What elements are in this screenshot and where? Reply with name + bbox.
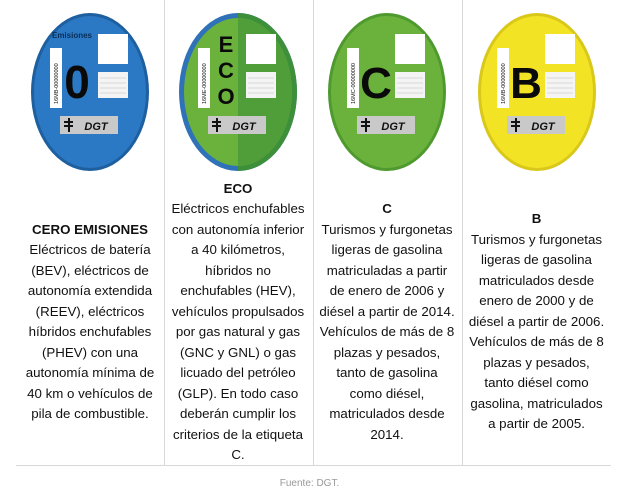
label-description: Turismos y furgonetas ligeras de gasolina matriculados desde enero de 2000 y de diésel a partir de 2006. Vehículos de más de 8 plazas y pesados, tanto diésel como gasolina, matriculados a partir de 2005. — [468, 231, 605, 432]
sticker-c — [327, 12, 447, 172]
table-bottom-rule — [16, 465, 611, 466]
barcode-box — [395, 72, 425, 98]
sticker-eco — [178, 12, 298, 172]
column-divider — [462, 0, 463, 466]
description-c — [313, 182, 461, 462]
column-divider — [313, 0, 314, 466]
sticker-cero-emisiones — [30, 12, 150, 172]
hologram-square — [246, 34, 276, 64]
hologram-square — [98, 34, 128, 64]
column-b — [462, 0, 611, 466]
sticker-serial: 16MC-00000000 — [351, 63, 357, 104]
sticker-top-text: Emisiones — [51, 31, 93, 40]
sticker-serial: 16MB-00000000 — [54, 63, 60, 104]
label-description: Turismos y furgonetas ligeras de gasolina matriculadas a partir de enero de 2006 y diésel a partir de 2014. Vehículos de más de 8 plazas y pesados, tanto de gasolina como diésel, matriculados desde 2014. — [319, 221, 455, 442]
label-title: C — [382, 201, 392, 216]
labels-table — [16, 0, 611, 466]
label-title: CERO EMISIONES — [32, 221, 148, 237]
column-divider — [164, 0, 165, 466]
barcode-box — [98, 72, 128, 98]
column-cero-emisiones — [16, 0, 164, 466]
sticker-eco-letter-o: O — [217, 84, 235, 109]
dgt-logo-text: DGT — [232, 121, 256, 133]
sticker-serial: 16MB-00000000 — [500, 63, 507, 104]
description-b — [462, 182, 611, 462]
description-cero-emisiones — [16, 182, 164, 462]
sticker-big-letter: B — [509, 59, 542, 108]
dgt-logo-text: DGT — [84, 121, 108, 133]
dgt-logo-text: DGT — [530, 121, 555, 133]
description-eco — [164, 182, 312, 462]
image-caption: Fuente: DGT. — [279, 478, 340, 489]
barcode-box — [246, 72, 276, 98]
label-title: B — [531, 211, 542, 227]
dgt-logo-text: DGT — [381, 121, 405, 133]
label-description: Eléctricos de batería (BEV), eléctricos de autonomía extendida (REEV), eléctricos híbridos enchufables (PHEV) con una autonomía mínima de 40 km o vehículos de pila de combustible. — [25, 242, 155, 421]
sticker-eco-letter-c: C — [218, 58, 234, 83]
sticker-serial: 16ME-00000000 — [202, 63, 208, 104]
column-eco — [164, 0, 312, 466]
sticker-big-letter: C — [360, 59, 392, 108]
hologram-square — [545, 34, 575, 64]
sticker-b — [477, 12, 597, 172]
sticker-eco-letter-e: E — [218, 32, 234, 57]
column-c — [313, 0, 461, 466]
barcode-box — [545, 72, 575, 98]
label-description: Eléctricos enchufables con autonomía inferior a 40 kilómetros, híbridos no enchufables (HEV), vehículos propulsados por gas natural y gas (GNC y GNL) o gas licuado del petróleo (GLP). En todo caso deberán cumplir los criterios de la etiqueta C. — [171, 201, 305, 462]
sticker-big-letter: 0 — [64, 56, 90, 108]
hologram-square — [395, 34, 425, 64]
label-title: ECO — [223, 180, 253, 196]
